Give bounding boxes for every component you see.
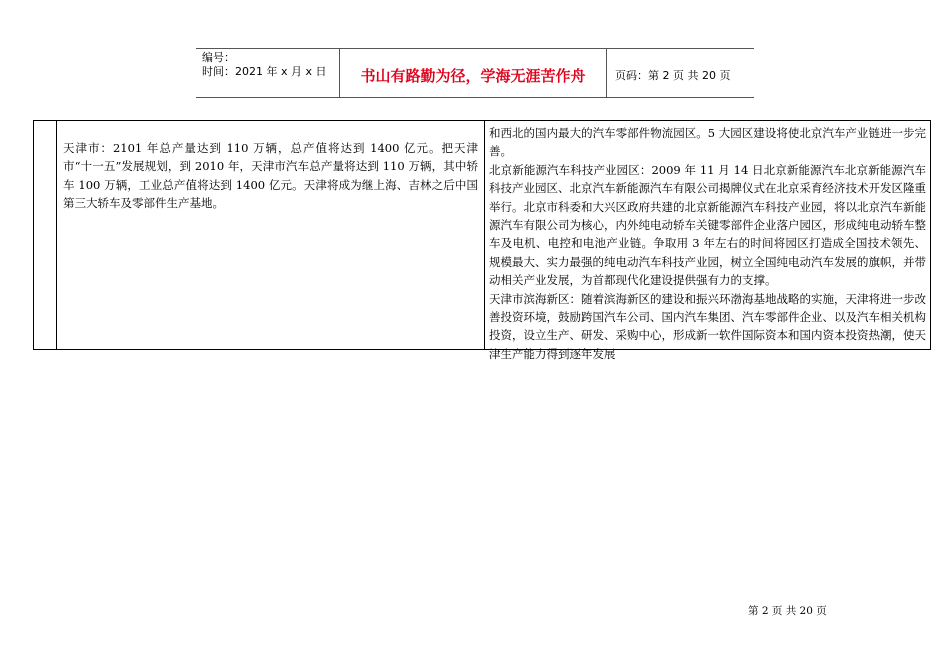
document-time-label: 时间：2021 年 x 月 x 日 (202, 65, 327, 78)
table-index-column (34, 121, 57, 349)
table-right-column (485, 121, 930, 361)
header-page-number: 页码：第 2 页 共 20 页 (615, 69, 731, 82)
page-footer: 第 2 页 共 20 页 (748, 605, 827, 617)
table-left-column (57, 121, 485, 349)
tianjin-binhai-paragraph: 天津市滨海新区：随着滨海新区的建设和振兴环渤海基地战略的实施，天津将进一步改善投资环境，鼓励跨国汽车公司、国内汽车集团、汽车零部件企业、以及汽车相关机构投资，设立生产、研发、采购中心，形成新一软件国际资本和国内资本投资热潮，使天津生产能力得到逐年发展 (489, 291, 926, 361)
logistics-paragraph: 和西北的国内最大的汽车零部件物流园区。5 大园区建设将使北京汽车产业链进一步完善。 (489, 126, 926, 159)
page-header (196, 48, 754, 98)
tianjin-paragraph: 天津市：2101 年总产量达到 110 万辆，总产值将达到 1400 亿元。把天津市“十一五”发展规划，到 2010 年，天津市汽车总产量将达到 110 万辆，其中轿车 100 万辆，工业总产值将达到 1400 亿元。天津将成为继上海、吉林之后中国第三大轿车及零部件生产基地。 (63, 141, 478, 211)
header-meta (196, 49, 339, 97)
document-number-label: 编号： (202, 51, 235, 64)
content-table (33, 120, 931, 361)
beijing-ev-park-paragraph: 北京新能源汽车科技产业园区：2009 年 11 月 14 日北京新能源汽车北京新能源汽车科技产业园区、北京汽车新能源汽车有限公司揭牌仪式在北京采育经济技术开发区隆重举行。北京市科委和大兴区政府共建的北京新能源汽车科技产业园，将以北京汽车新能源汽车有限公司为核心，内外纯电动轿车关键零部件企业落户园区，形成纯电动轿车整车及电机、电控和电池产业链。争取用 3 年左右的时间将园区打造成全国技术领先、规模最大、实力最强的纯电动汽车科技产业园，树立全国纯电动汽车发展的旗帜，并带动相关产业发展，为首都现代化建设提供强有力的支撑。 (489, 162, 926, 288)
header-motto: 书山有路勤为径，学海无涯苦作舟 (339, 49, 607, 97)
